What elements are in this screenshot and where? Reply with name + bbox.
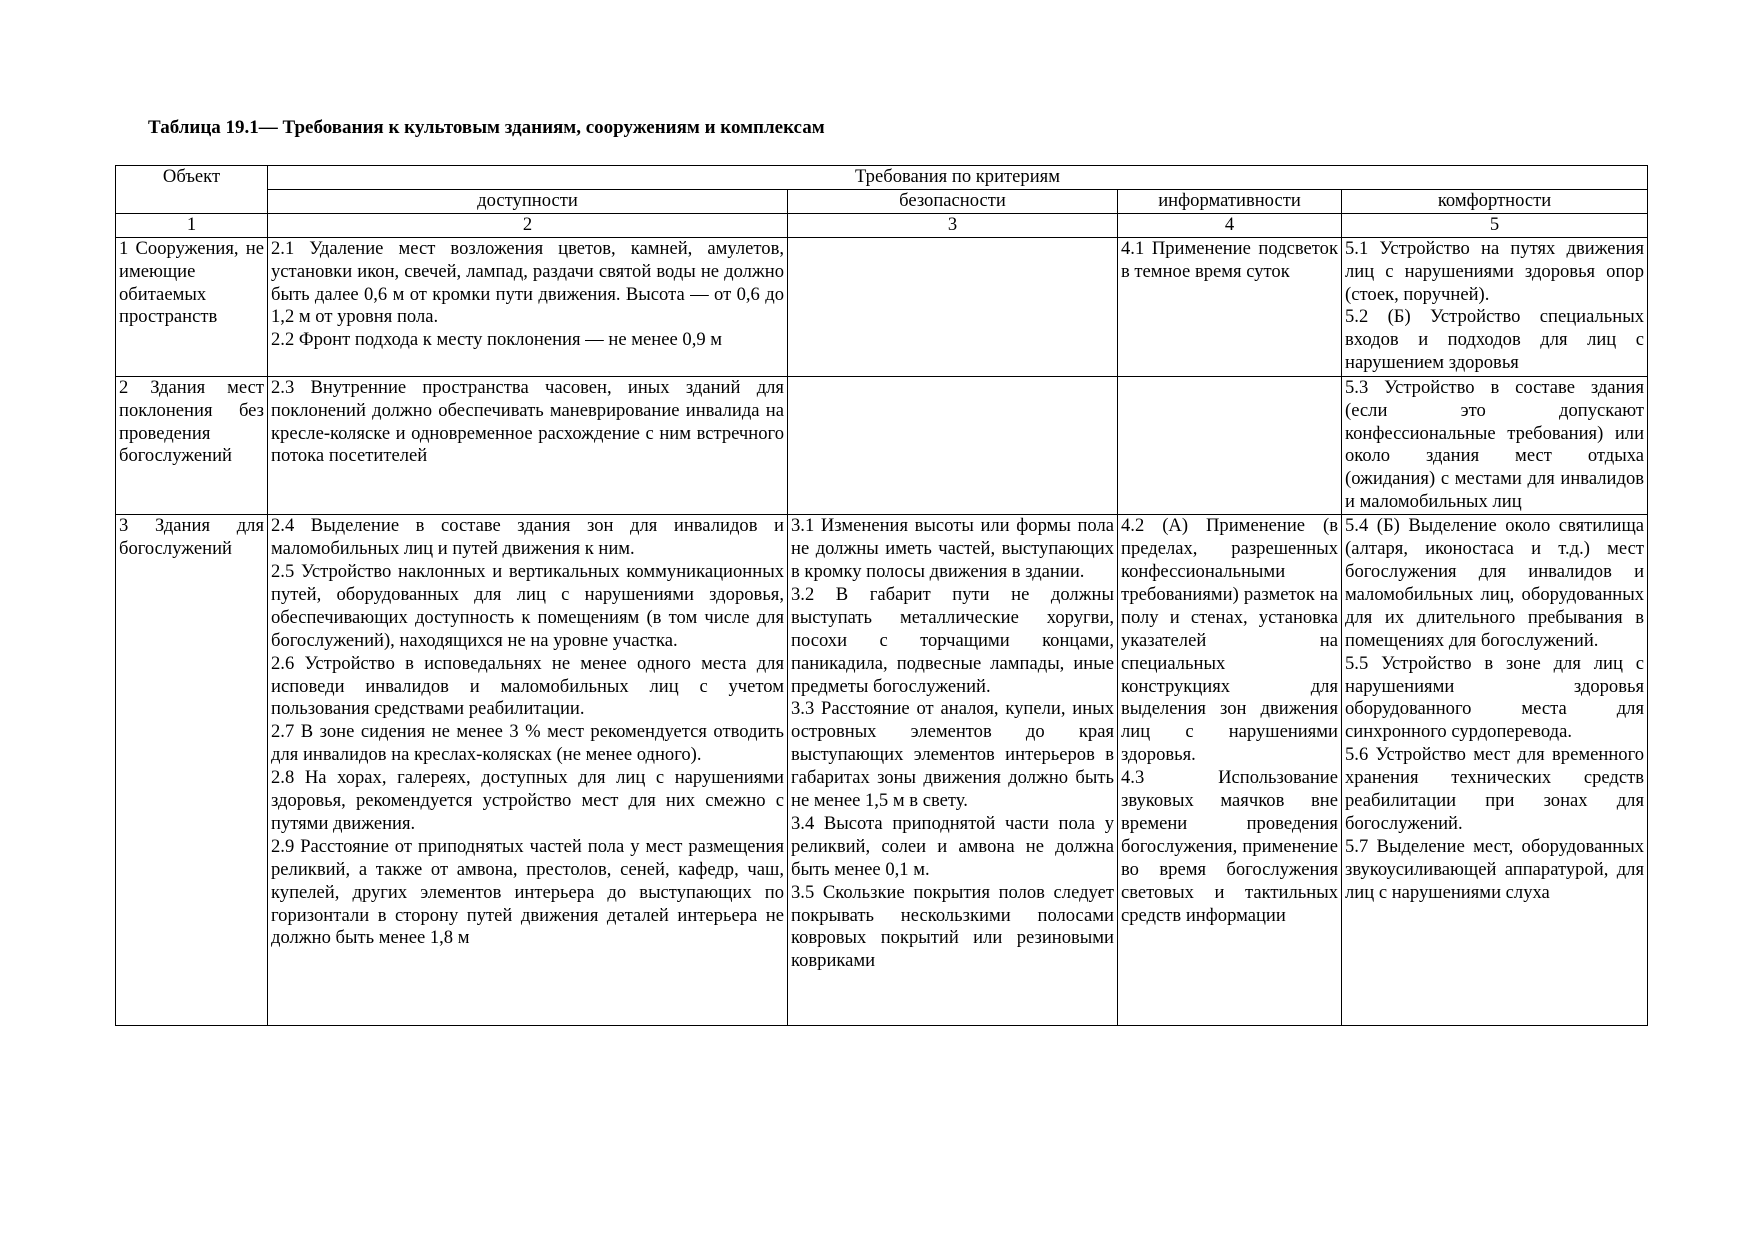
column-number: 1 [116, 213, 268, 237]
requirement-item: 4.1 Применение подсветок в темное время суток [1121, 237, 1338, 282]
requirement-item: 2.5 Устройство наклонных и вертикальных коммуникационных путей, оборудованных для лиц с нарушениями здоровья, обеспечивающих доступность к помещениям (в том числе для богослужений), находящихся не на уровне участка. [271, 560, 784, 651]
header-row-1 [116, 166, 1648, 190]
accessibility-cell [268, 376, 788, 514]
table-row [116, 376, 1648, 514]
requirement-item: 5.5 Устройство в зоне для лиц с нарушениями здоровья оборудованного места для синхронного сурдоперевода. [1345, 652, 1645, 743]
requirement-item: 2.8 На хорах, галереях, доступных для лиц с нарушениями здоровья, рекомендуется устройство мест для них смежно с путями движения. [271, 767, 784, 834]
requirement-item: 5.2 (Б) Устройство специальных входов и подходов для лиц с нарушением здоровья [1345, 306, 1645, 374]
requirement-item: 5.4 (Б) Выделение около святилища (алтаря, иконостаса и т.д.) мест богослужения для инвалидов и маломобильных лиц, оборудованных для их длительного пребывания в помещениях для богослужений. [1345, 515, 1645, 651]
requirement-item: 5.7 Выделение мест, оборудованных звукоусиливающей аппаратурой, для лиц с нарушениями слуха [1345, 835, 1645, 903]
safety-cell [788, 515, 1118, 1026]
requirement-item: 5.3 Устройство в составе здания (если это допускают конфессиональные требования) или около здания мест отдыха (ожидания) с местами для инвалидов и маломобильных лиц [1345, 376, 1645, 513]
table-caption: Таблица 19.1— Требования к культовым зданиям, сооружениям и комплексам [148, 117, 825, 138]
requirement-item: 3.1 Изменения высоты или формы пола не должны иметь частей, выступающих в кромку полосы движения в здании. [791, 515, 1114, 582]
requirement-item: 2.3 Внутренние пространства часовен, иных зданий для поклонений должно обеспечивать маневрирование инвалида на кресле-коляске и одновременное расхождение с ним встречного потока посетителей [271, 376, 784, 467]
column-number: 2 [268, 213, 788, 237]
accessibility-cell [268, 237, 788, 376]
header-row-2 [116, 189, 1648, 213]
requirement-item: 2.9 Расстояние от приподнятых частей пола у мест размещения реликвий, а также от амвона, престолов, сеней, кафедр, чаш, купелей, других элементов интерьера до выступающих по горизонтали в сторону путей движения деталей интерьера не должно быть менее 1,8 м [271, 835, 784, 949]
safety-cell [788, 376, 1118, 514]
informativeness-cell [1118, 376, 1342, 514]
table-row [116, 515, 1648, 1026]
requirement-item: 3.2 В габарит пути не должны выступать металлические хоругви, посохи с торчащими концами, паникадила, подвесные лампады, иные предметы богослужений. [791, 583, 1114, 697]
header-accessibility: доступности [268, 189, 788, 213]
requirement-item: 2.6 Устройство в исповедальнях не менее одного места для исповеди инвалидов и маломобильных лиц с учетом пользования средствами реабилитации. [271, 652, 784, 720]
safety-cell [788, 237, 1118, 376]
comfort-cell [1342, 515, 1648, 1026]
requirement-item: 4.3 Использование звуковых маячков вне времени проведения богослужения, применение во время богослужения световых и тактильных средств информации [1121, 767, 1338, 926]
requirement-item: 3.5 Скользкие покрытия полов следует покрывать нескользкими полосами ковровых покрытий или резиновыми ковриками [791, 881, 1114, 972]
requirement-item: 3.3 Расстояние от аналоя, купели, иных островных элементов до края выступающих элементов интерьеров в габаритах зоны движения должно быть не менее 1,5 м в свету. [791, 698, 1114, 812]
column-number-row [116, 213, 1648, 237]
comfort-cell [1342, 376, 1648, 514]
header-object: Объект [116, 166, 268, 214]
requirement-item: 5.6 Устройство мест для временного хранения технических средств реабилитации при зонах для богослужений. [1345, 744, 1645, 834]
requirement-item: 2.4 Выделение в составе здания зон для инвалидов и маломобильных лиц и путей движения к ним. [271, 515, 784, 560]
column-number: 4 [1118, 213, 1342, 237]
column-number: 5 [1342, 213, 1648, 237]
requirement-item: 4.2 (А) Применение (в пределах, разрешенных конфессиональными требованиями) разметок на полу и стенах, установка указателей на специальных конструкциях для выделения зон движения лиц с нарушениями здоровья. [1121, 515, 1338, 766]
object-cell: 3 Здания для богослужений [116, 515, 268, 1026]
requirements-table [115, 165, 1648, 1026]
requirement-item: 5.1 Устройство на путях движения лиц с нарушениями здоровья опор (стоек, поручней). [1345, 237, 1645, 305]
object-cell: 2 Здания мест поклонения без проведения богослужений [116, 376, 268, 514]
table-row [116, 237, 1648, 376]
header-comfort: комфортности [1342, 189, 1648, 213]
column-number: 3 [788, 213, 1118, 237]
object-cell: 1 Сооружения, не имеющие обитаемых пространств [116, 237, 268, 376]
requirement-item: 2.7 В зоне сидения не менее 3 % мест рекомендуется отводить для инвалидов на креслах-колясках (не менее одного). [271, 721, 784, 766]
comfort-cell [1342, 237, 1648, 376]
requirement-item: 2.2 Фронт подхода к месту поклонения — не менее 0,9 м [271, 329, 723, 351]
requirement-item: 3.4 Высота приподнятой части пола у реликвий, солеи и амвона не должна быть менее 0,1 м. [791, 812, 1114, 880]
header-safety: безопасности [788, 189, 1118, 213]
accessibility-cell [268, 515, 788, 1026]
requirement-item: 2.1 Удаление мест возложения цветов, камней, амулетов, установки икон, свечей, лампад, раздачи святой воды не должно быть далее 0,6 м от кромки пути движения. Высота — от 0,6 до 1,2 м от уровня пола. [271, 237, 784, 328]
informativeness-cell [1118, 515, 1342, 1026]
header-criteria: Требования по критериям [268, 166, 1648, 190]
informativeness-cell [1118, 237, 1342, 376]
header-informativeness: информативности [1118, 189, 1342, 213]
